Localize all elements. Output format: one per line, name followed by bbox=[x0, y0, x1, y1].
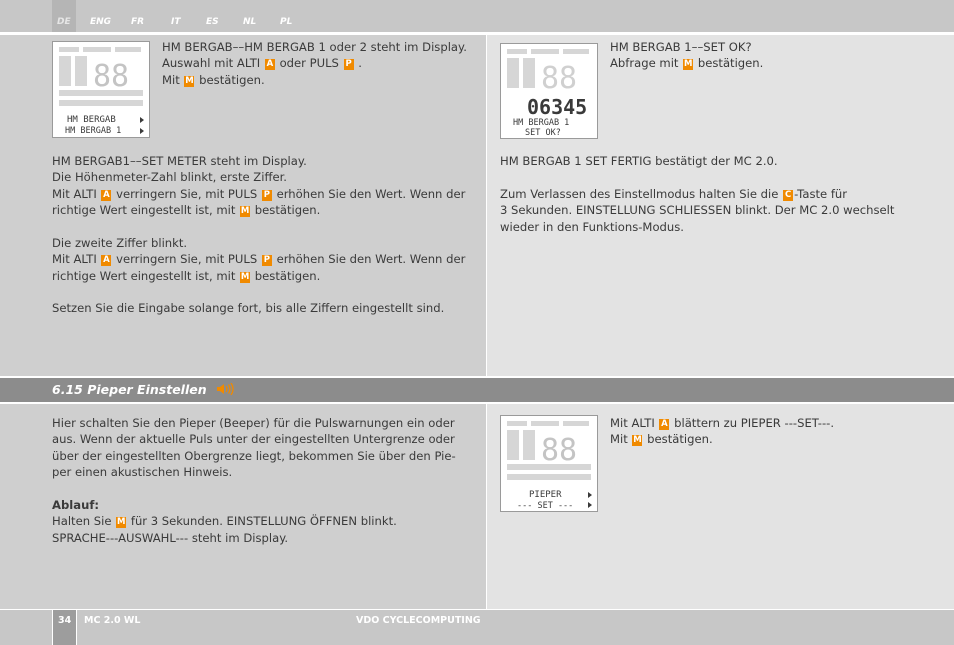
bl-ablauf bbox=[52, 497, 397, 546]
key-p-icon: P bbox=[345, 59, 352, 70]
lcd2-big-digits: 06345 bbox=[527, 95, 588, 119]
tl-para1-line2: Die Höhenmeter-Zahl blinkt, erste Ziffer. bbox=[52, 170, 287, 185]
text: erhöhen Sie den Wert. Wenn der bbox=[276, 186, 466, 201]
lcd1-line1: HM BERGAB bbox=[67, 115, 116, 125]
product-name: MC 2.0 WL bbox=[84, 615, 141, 626]
lang-nl[interactable]: NL bbox=[243, 17, 257, 27]
text: bestätigen. bbox=[647, 432, 713, 447]
bl-para1-line3: über der eingestellten Obergrenze liegt, bekommen Sie über den Pie- bbox=[52, 448, 456, 463]
text: richtige Wert eingestellt ist, mit bbox=[52, 203, 236, 218]
key-m-icon: M bbox=[633, 435, 642, 446]
bl-para1-line2: aus. Wenn der aktuelle Puls unter der eingestellten Untergrenze oder bbox=[52, 432, 455, 447]
lcd2-line1: HM BERGAB 1 bbox=[513, 118, 570, 128]
beeper-sound-icon bbox=[217, 383, 235, 398]
text: -Taste für bbox=[794, 187, 848, 201]
tl-para2-line2 bbox=[52, 251, 465, 267]
tl-para2-line3 bbox=[52, 268, 465, 284]
footer-divider bbox=[76, 610, 77, 645]
section-title bbox=[52, 382, 235, 398]
key-a-icon: A bbox=[661, 419, 668, 429]
key-p-icon: P bbox=[263, 189, 271, 200]
key-m-icon: M bbox=[240, 206, 250, 217]
lcd2-line2: SET OK? bbox=[525, 128, 561, 138]
tl-para3-line1: Setzen Sie die Eingabe solange fort, bis alle Ziffern eingestellt sind. bbox=[52, 301, 445, 315]
text: richtige Wert eingestellt ist, mit bbox=[52, 268, 236, 283]
text: Mit bbox=[610, 432, 628, 447]
key-m-icon: M bbox=[683, 59, 693, 70]
lcd3-line2: --- SET --- bbox=[517, 501, 574, 511]
tr-para1 bbox=[500, 153, 778, 169]
tr-para1-line1: HM BERGAB 1 SET FERTIG bestätigt der MC 2.0. bbox=[500, 154, 778, 168]
key-m-icon: M bbox=[185, 75, 194, 86]
key-a-icon: A bbox=[266, 59, 274, 70]
text: bestätigen. bbox=[697, 56, 764, 71]
key-a-icon: A bbox=[103, 189, 110, 200]
text: bestätigen. bbox=[254, 268, 321, 283]
section-title-text: 6.15 Pieper Einstellen bbox=[52, 382, 207, 397]
br-line2 bbox=[610, 431, 834, 447]
tr-intro bbox=[610, 39, 763, 72]
language-bar bbox=[0, 0, 954, 32]
tr-para2-line2: 3 Sekunden. EINSTELLUNG SCHLIESSEN blinkt. Der MC 2.0 wechselt bbox=[500, 203, 895, 218]
tl-intro bbox=[162, 39, 467, 88]
tl-intro-line1: HM BERGAB––HM BERGAB 1 oder 2 steht im Display. bbox=[162, 40, 467, 54]
tl-para1 bbox=[52, 153, 465, 219]
text: bestätigen. bbox=[254, 203, 321, 218]
lang-it[interactable]: IT bbox=[171, 17, 181, 27]
text: Halten Sie bbox=[52, 514, 112, 529]
tr-intro-line1: HM BERGAB 1––SET OK? bbox=[610, 40, 752, 54]
lang-fr[interactable]: FR bbox=[131, 17, 145, 27]
key-a-icon: A bbox=[103, 255, 110, 266]
text: Mit ALTI bbox=[610, 416, 655, 430]
tr-para2-line1 bbox=[500, 186, 894, 202]
tl-para1-line4 bbox=[52, 202, 465, 218]
text: bestätigen. bbox=[199, 72, 265, 87]
bl-para1-line4: per einen akustischen Hinweis. bbox=[52, 465, 233, 480]
lcd-display-pieper bbox=[500, 415, 598, 512]
text: Mit bbox=[162, 72, 180, 87]
active-language-highlight bbox=[52, 0, 76, 32]
svg-text:88: 88 bbox=[541, 61, 578, 96]
section-header-bar bbox=[0, 378, 954, 402]
lang-es[interactable]: ES bbox=[206, 17, 219, 27]
tl-para2-line1: Die zweite Ziffer blinkt. bbox=[52, 236, 188, 250]
lcd-display-hm-bergab bbox=[52, 41, 150, 138]
key-c-icon: C bbox=[784, 190, 792, 200]
bl-para1 bbox=[52, 415, 456, 481]
text: . bbox=[358, 56, 362, 71]
ablauf-heading: Ablauf: bbox=[52, 498, 100, 512]
tl-intro-line3 bbox=[162, 72, 467, 88]
tr-para2-line3: wieder in den Funktions-Modus. bbox=[500, 219, 684, 234]
text: Zum Verlassen des Einstellmodus halten Sie die bbox=[500, 187, 779, 201]
lcd1-big-digits: 88 bbox=[93, 59, 130, 94]
tl-para2 bbox=[52, 235, 465, 284]
text: Auswahl mit ALTI bbox=[162, 56, 261, 71]
text: für 3 Sekunden. EINSTELLUNG ÖFFNEN blinkt. bbox=[130, 514, 397, 529]
br-text bbox=[610, 415, 834, 448]
footer-bar bbox=[0, 610, 954, 645]
lcd3-big-digits: 88 bbox=[541, 433, 578, 468]
key-p-icon: P bbox=[263, 255, 271, 266]
footer-divider bbox=[52, 610, 53, 645]
lang-de[interactable]: DE bbox=[57, 17, 71, 27]
tl-para1-line1: HM BERGAB1––SET METER steht im Display. bbox=[52, 154, 307, 168]
bl-ablauf-line1 bbox=[52, 513, 397, 529]
text: erhöhen Sie den Wert. Wenn der bbox=[276, 252, 466, 267]
bl-ablauf-line2: SPRACHE---AUSWAHL--- steht im Display. bbox=[52, 530, 289, 545]
key-m-icon: M bbox=[116, 517, 126, 528]
lang-pl[interactable]: PL bbox=[280, 17, 293, 27]
tl-para3 bbox=[52, 300, 444, 316]
tl-intro-line2 bbox=[162, 55, 467, 71]
tr-intro-line2 bbox=[610, 55, 763, 71]
brand-name: VDO CYCLECOMPUTING bbox=[356, 615, 481, 626]
text: oder PULS bbox=[279, 56, 339, 71]
text: Mit ALTI bbox=[52, 186, 97, 201]
lcd1-line2: HM BERGAB 1 bbox=[65, 126, 122, 136]
lcd-display-set-ok bbox=[500, 43, 598, 139]
lang-eng[interactable]: ENG bbox=[90, 17, 112, 27]
br-line1 bbox=[610, 415, 834, 431]
bl-para1-line1: Hier schalten Sie den Pieper (Beeper) für die Pulswarnungen ein oder bbox=[52, 416, 455, 430]
key-m-icon: M bbox=[240, 271, 250, 282]
lcd3-line1: PIEPER bbox=[529, 490, 562, 500]
text: blättern zu PIEPER ---SET---. bbox=[674, 416, 835, 430]
tl-para1-line3 bbox=[52, 186, 465, 202]
tr-para2 bbox=[500, 186, 894, 235]
text: Mit ALTI bbox=[52, 252, 97, 267]
text: verringern Sie, mit PULS bbox=[116, 186, 258, 201]
text: Abfrage mit bbox=[610, 56, 679, 71]
text: verringern Sie, mit PULS bbox=[116, 252, 258, 267]
page-number: 34 bbox=[58, 615, 72, 626]
